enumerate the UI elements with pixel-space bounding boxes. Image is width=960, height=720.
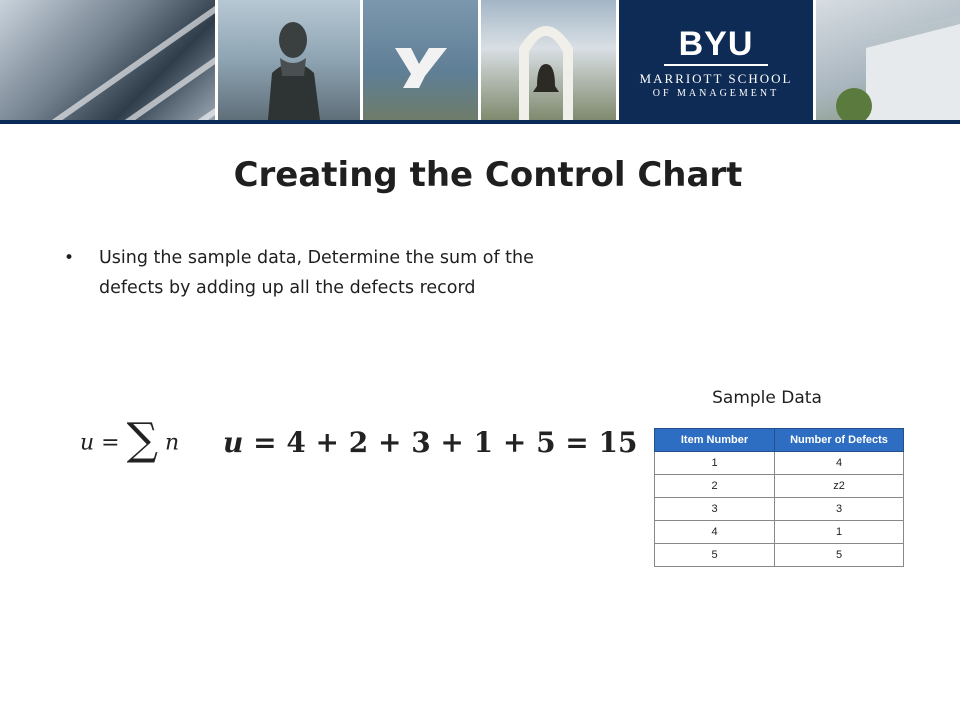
- bullet-text: Using the sample data, Determine the sum of the defects by adding up all the defects record: [99, 248, 534, 298]
- header-photo-mountain-y: [363, 0, 478, 120]
- sample-data-table: [654, 428, 904, 567]
- table-cell: z2: [775, 475, 904, 498]
- formula-definition: [80, 414, 180, 469]
- formula-definition-lhs: u =: [80, 430, 120, 456]
- column-header-item-number: Item Number: [655, 429, 775, 452]
- table-cell: 5: [775, 544, 904, 567]
- byu-logo-text: BYU: [678, 25, 754, 63]
- sigma-symbol: ∑: [126, 414, 159, 465]
- sample-data-heading: Sample Data: [712, 388, 822, 408]
- formula-calc-var: u: [223, 426, 244, 459]
- header-logo-panel: [619, 0, 813, 120]
- bell-tower-icon: [511, 8, 581, 120]
- table-cell: 1: [775, 521, 904, 544]
- bullet-dot: •: [64, 248, 75, 268]
- formula-calculation: [223, 426, 637, 459]
- bullet-list: [64, 243, 584, 303]
- table-cell: 2: [655, 475, 775, 498]
- bullet-item: [64, 243, 584, 303]
- table-row: [655, 475, 904, 498]
- header-photo-bell-tower: [481, 0, 616, 120]
- header-photo-campus-building: [816, 0, 960, 120]
- table-row: [655, 521, 904, 544]
- table-row: [655, 498, 904, 521]
- building-icon: [836, 10, 960, 120]
- school-name: MARRIOTT SCHOOL: [639, 71, 793, 86]
- header-banner: [0, 0, 960, 120]
- header-divider: [0, 120, 960, 124]
- table-row: [655, 544, 904, 567]
- table-row: [655, 452, 904, 475]
- byu-logo-rule: [664, 64, 768, 66]
- table-header-row: [655, 429, 904, 452]
- slide-title: Creating the Control Chart: [233, 155, 743, 195]
- table-cell: 4: [655, 521, 775, 544]
- sum-formula: [80, 414, 638, 478]
- table-cell: 5: [655, 544, 775, 567]
- column-header-defects: Number of Defects: [775, 429, 904, 452]
- y-mountain-icon: [391, 42, 451, 92]
- formula-definition-var: n: [165, 430, 180, 456]
- header-photo-statue: [218, 0, 360, 120]
- header-photo-glass-building: [0, 0, 215, 120]
- table-cell: 3: [655, 498, 775, 521]
- table-cell: 4: [775, 452, 904, 475]
- table-cell: 1: [655, 452, 775, 475]
- school-subtitle: OF MANAGEMENT: [652, 88, 780, 99]
- formula-calc-expression: = 4 + 2 + 3 + 1 + 5 = 15: [243, 426, 638, 459]
- byu-logo: [619, 26, 813, 101]
- statue-icon: [258, 18, 328, 120]
- table-cell: 3: [775, 498, 904, 521]
